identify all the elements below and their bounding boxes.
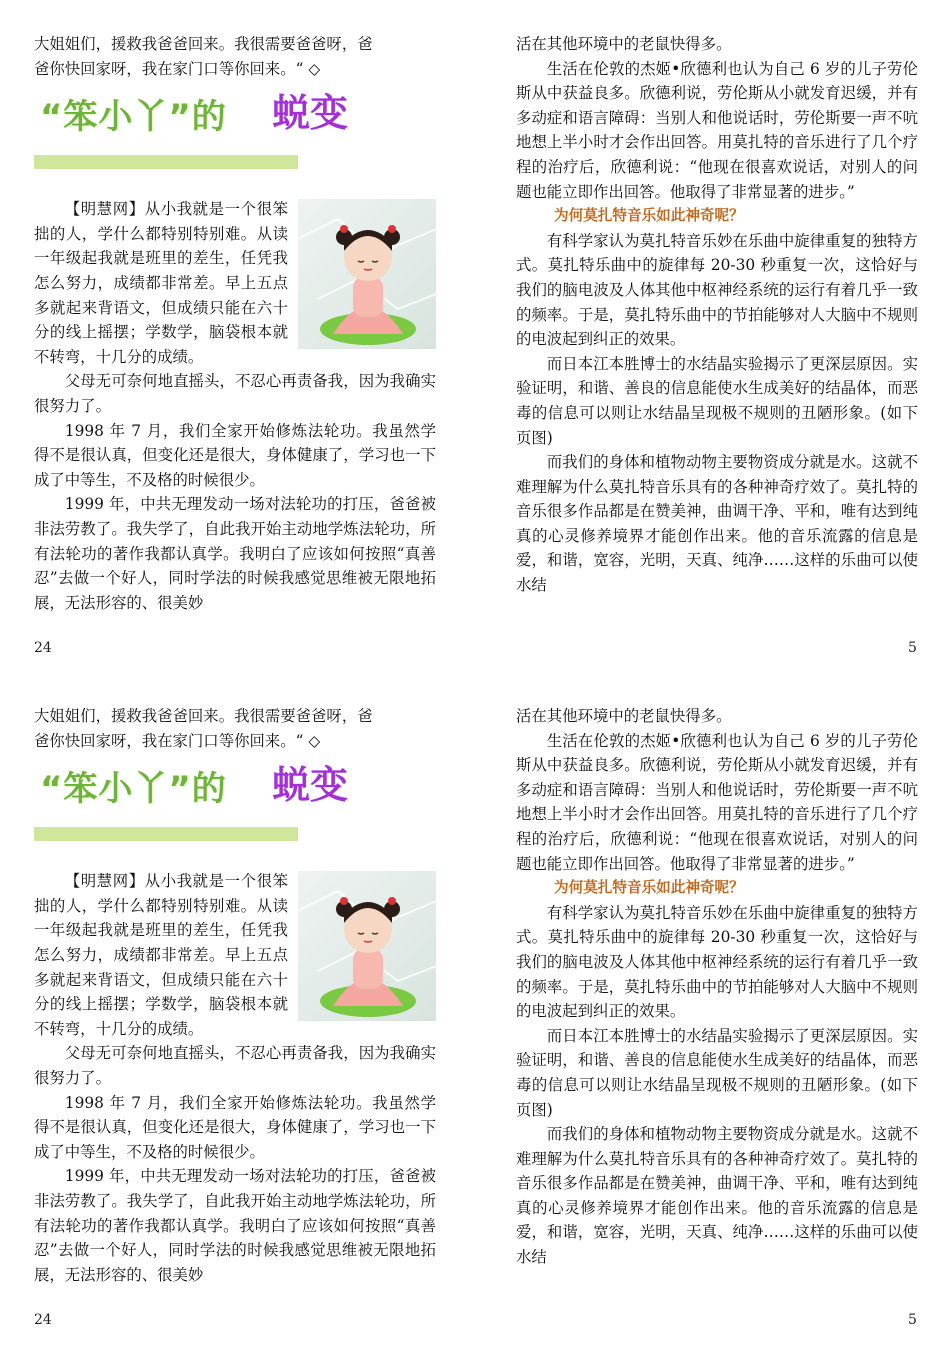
meditating-doll-figurine-image (298, 871, 436, 1021)
body-paragraph: 1999 年，中共无理发动一场对法轮功的打压，爸爸被非法劳教了。我失学了，自此我开始主动地学炼法轮功，所有法轮功的著作我都认真学。我明白了应该如何按照“真善忍”去做一个好人，同时学法的时候我感觉思维被无限地拓展，无法形容的、很美妙 (34, 495, 436, 612)
article-body (34, 869, 436, 1287)
continuation-line: 活在其他环境中的老鼠快得多。 (516, 707, 732, 725)
title-part-2: 蜕变 (272, 763, 349, 808)
body-paragraph: 生活在伦敦的杰姬•欣德利也认为自己 6 岁的儿子劳伦斯从中获益良多。欣德利说，劳伦斯从小就发育迟缓，并有多动症和语言障碍：当别人和他说话时，劳伦斯要一声不吭地想上半小时才会作出回答。用莫扎特的音乐进行了几个疗程的治疗后，欣德利说：“他现在很喜欢说话，对别人的问题也能立即作出回答。他取得了非常显著的进步。” (516, 731, 918, 873)
body-paragraph: 而我们的身体和植物动物主要物资成分就是水。这就不难理解为什么莫扎特音乐具有的各种神奇疗效了。莫扎特的音乐很多作品都是在赞美神，曲调干净、平和，唯有达到纯真的心灵修养境界才能创作出来。他的音乐流露的信息是爱，和谐，宽容，光明，天真、纯净……这样的乐曲可以使水结 (516, 1125, 918, 1267)
page-number: 5 (908, 640, 917, 656)
intro-line: 爸你快回家呀，我在家门口等你回来。“ ◇ (34, 731, 321, 750)
intro-line: 大姐姐们，援救我爸爸回来。我很需要爸爸呀，爸 (34, 35, 373, 53)
page-number: 5 (908, 1312, 917, 1328)
body-paragraph: 父母无可奈何地直摇头，不忍心再责备我，因为我确实很努力了。 (34, 1044, 436, 1087)
intro-line: 大姐姐们，援救我爸爸回来。我很需要爸爸呀，爸 (34, 707, 373, 725)
body-paragraph: 【明慧网】从小我就是一个很笨拙的人，学什么都特别特别难。从读一年级起我就是班里的差生，任凭我怎么努力，成绩都非常差。早上五点多就起来背语文，但成绩只能在六十分的线上摇摆；学数学，脑袋根本就不转弯，十几分的成绩。 (34, 872, 288, 1038)
left-page (34, 32, 436, 615)
spread-1 (0, 0, 950, 672)
page-number: 24 (34, 1312, 52, 1328)
article-body (34, 197, 436, 615)
continuation-line: 活在其他环境中的老鼠快得多。 (516, 35, 732, 53)
body-paragraph: 而我们的身体和植物动物主要物资成分就是水。这就不难理解为什么莫扎特音乐具有的各种神奇疗效了。莫扎特的音乐很多作品都是在赞美神，曲调干净、平和，唯有达到纯真的心灵修养境界才能创作出来。他的音乐流露的信息是爱，和谐，宽容，光明，天真、纯净……这样的乐曲可以使水结 (516, 453, 918, 595)
article-title (0, 761, 436, 869)
body-paragraph: 而日本江本胜博士的水结晶实验揭示了更深层原因。实验证明，和谐、善良的信息能使水生成美好的结晶体，而恶毒的信息可以则让水结晶呈现极不规则的丑陋形象。(如下页图) (516, 354, 918, 447)
title-part-2: 蜕变 (272, 91, 349, 136)
body-paragraph: 有科学家认为莫扎特音乐妙在乐曲中旋律重复的独特方式。莫扎特乐曲中的旋律每 20-30 秒重复一次，这恰好与我们的脑电波及人体其他中枢神经系统的运行有着几乎一致的频率。于是，莫扎特乐曲中的节拍能够对人大脑中不规则的电波起到纠正的效果。 (516, 231, 918, 349)
body-paragraph: 有科学家认为莫扎特音乐妙在乐曲中旋律重复的独特方式。莫扎特乐曲中的旋律每 20-30 秒重复一次，这恰好与我们的脑电波及人体其他中枢神经系统的运行有着几乎一致的频率。于是，莫扎特乐曲中的节拍能够对人大脑中不规则的电波起到纠正的效果。 (516, 903, 918, 1021)
body-paragraph: 1998 年 7 月，我们全家开始修炼法轮功。我虽然学得不是很认真，但变化还是很大，身体健康了，学习也一下成了中等生，不及格的时候很少。 (34, 1093, 436, 1161)
article-title (0, 89, 436, 197)
section-subheading: 为何莫扎特音乐如此神奇呢？ (554, 207, 744, 225)
title-part-1: “笨小丫”的 (40, 769, 227, 810)
body-paragraph: 1998 年 7 月，我们全家开始修炼法轮功。我虽然学得不是很认真，但变化还是很大，身体健康了，学习也一下成了中等生，不及格的时候很少。 (34, 421, 436, 489)
right-page (516, 704, 918, 1270)
meditating-doll-figurine-image (298, 199, 436, 349)
page-number: 24 (34, 640, 52, 656)
spread-2 (0, 672, 950, 1344)
intro-line: 爸你快回家呀，我在家门口等你回来。“ ◇ (34, 59, 321, 78)
right-page (516, 32, 918, 598)
left-page (34, 704, 436, 1287)
body-paragraph: 1999 年，中共无理发动一场对法轮功的打压，爸爸被非法劳教了。我失学了，自此我开始主动地学炼法轮功，所有法轮功的著作我都认真学。我明白了应该如何按照“真善忍”去做一个好人，同时学法的时候我感觉思维被无限地拓展，无法形容的、很美妙 (34, 1167, 436, 1284)
title-part-1: “笨小丫”的 (40, 97, 227, 138)
section-subheading: 为何莫扎特音乐如此神奇呢？ (554, 879, 744, 897)
body-paragraph: 父母无可奈何地直摇头，不忍心再责备我，因为我确实很努力了。 (34, 372, 436, 415)
body-paragraph: 【明慧网】从小我就是一个很笨拙的人，学什么都特别特别难。从读一年级起我就是班里的差生，任凭我怎么努力，成绩都非常差。早上五点多就起来背语文，但成绩只能在六十分的线上摇摆；学数学，脑袋根本就不转弯，十几分的成绩。 (34, 200, 288, 366)
body-paragraph: 生活在伦敦的杰姬•欣德利也认为自己 6 岁的儿子劳伦斯从中获益良多。欣德利说，劳伦斯从小就发育迟缓，并有多动症和语言障碍：当别人和他说话时，劳伦斯要一声不吭地想上半小时才会作出回答。用莫扎特的音乐进行了几个疗程的治疗后，欣德利说：“他现在很喜欢说话，对别人的问题也能立即作出回答。他取得了非常显著的进步。” (516, 59, 918, 201)
title-underline-bar (34, 827, 298, 841)
body-paragraph: 而日本江本胜博士的水结晶实验揭示了更深层原因。实验证明，和谐、善良的信息能使水生成美好的结晶体，而恶毒的信息可以则让水结晶呈现极不规则的丑陋形象。(如下页图) (516, 1026, 918, 1119)
title-underline-bar (34, 155, 298, 169)
